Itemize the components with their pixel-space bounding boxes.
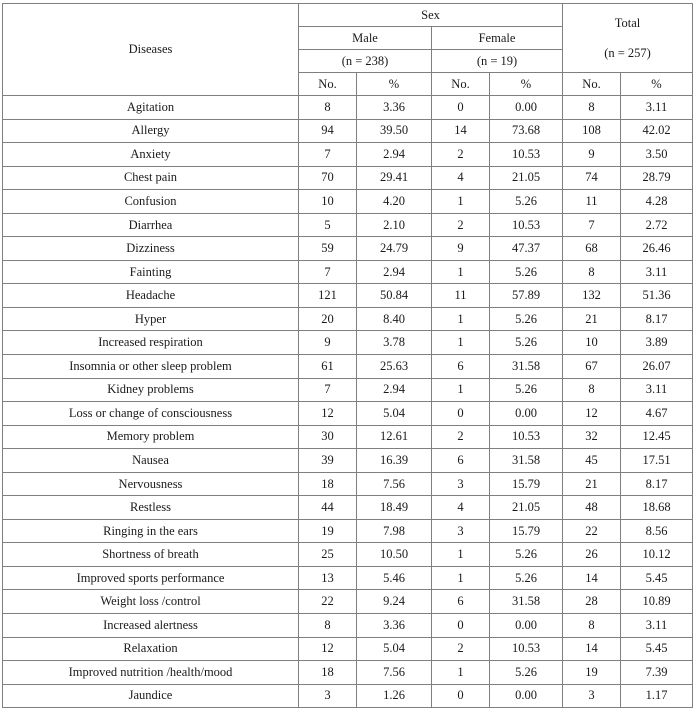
female-pct-cell: 10.53 [490, 213, 563, 237]
total-pct-cell: 8.56 [621, 519, 693, 543]
disease-cell: Weight loss /control [3, 590, 299, 614]
diseases-by-sex-table [2, 3, 693, 708]
male-pct-cell: 2.10 [357, 213, 432, 237]
total-pct-cell: 26.46 [621, 237, 693, 261]
total-pct-cell: 4.67 [621, 402, 693, 426]
total-no-cell: 67 [563, 355, 621, 379]
table-row [3, 190, 693, 214]
disease-cell: Fainting [3, 260, 299, 284]
male-pct-cell: 2.94 [357, 143, 432, 167]
header-female-no: No. [432, 73, 490, 96]
total-no-cell: 21 [563, 472, 621, 496]
header-male: Male [299, 27, 432, 50]
total-pct-cell: 10.12 [621, 543, 693, 567]
total-no-cell: 68 [563, 237, 621, 261]
male-no-cell: 12 [299, 637, 357, 661]
total-pct-cell: 5.45 [621, 566, 693, 590]
header-total [563, 4, 693, 73]
disease-cell: Confusion [3, 190, 299, 214]
header-male-n: (n = 238) [299, 50, 432, 73]
total-no-cell: 8 [563, 378, 621, 402]
total-no-cell: 14 [563, 637, 621, 661]
header-female-pct: % [490, 73, 563, 96]
total-no-cell: 132 [563, 284, 621, 308]
female-no-cell: 3 [432, 472, 490, 496]
disease-cell: Restless [3, 496, 299, 520]
total-no-cell: 12 [563, 402, 621, 426]
total-pct-cell: 3.11 [621, 96, 693, 120]
female-pct-cell: 0.00 [490, 402, 563, 426]
female-no-cell: 1 [432, 260, 490, 284]
male-pct-cell: 12.61 [357, 425, 432, 449]
female-no-cell: 4 [432, 166, 490, 190]
disease-cell: Jaundice [3, 684, 299, 708]
female-no-cell: 1 [432, 661, 490, 685]
disease-cell: Ringing in the ears [3, 519, 299, 543]
table-row [3, 237, 693, 261]
header-female: Female [432, 27, 563, 50]
male-pct-cell: 25.63 [357, 355, 432, 379]
table-row [3, 425, 693, 449]
female-pct-cell: 5.26 [490, 260, 563, 284]
male-pct-cell: 7.56 [357, 661, 432, 685]
male-no-cell: 44 [299, 496, 357, 520]
disease-cell: Agitation [3, 96, 299, 120]
disease-cell: Insomnia or other sleep problem [3, 355, 299, 379]
male-no-cell: 61 [299, 355, 357, 379]
female-no-cell: 2 [432, 143, 490, 167]
disease-cell: Headache [3, 284, 299, 308]
male-no-cell: 7 [299, 260, 357, 284]
table-row [3, 637, 693, 661]
male-pct-cell: 3.36 [357, 614, 432, 638]
disease-cell: Relaxation [3, 637, 299, 661]
male-pct-cell: 18.49 [357, 496, 432, 520]
male-pct-cell: 29.41 [357, 166, 432, 190]
table-header [3, 4, 693, 96]
female-no-cell: 1 [432, 307, 490, 331]
female-pct-cell: 10.53 [490, 637, 563, 661]
male-no-cell: 19 [299, 519, 357, 543]
table-row [3, 284, 693, 308]
total-pct-cell: 10.89 [621, 590, 693, 614]
table-row [3, 260, 693, 284]
disease-cell: Hyper [3, 307, 299, 331]
disease-cell: Memory problem [3, 425, 299, 449]
female-no-cell: 2 [432, 425, 490, 449]
total-pct-cell: 12.45 [621, 425, 693, 449]
total-pct-cell: 3.11 [621, 260, 693, 284]
male-no-cell: 5 [299, 213, 357, 237]
total-pct-cell: 26.07 [621, 355, 693, 379]
male-no-cell: 59 [299, 237, 357, 261]
table-body [3, 96, 693, 708]
female-pct-cell: 21.05 [490, 496, 563, 520]
female-pct-cell: 57.89 [490, 284, 563, 308]
total-pct-cell: 28.79 [621, 166, 693, 190]
female-pct-cell: 10.53 [490, 425, 563, 449]
male-no-cell: 30 [299, 425, 357, 449]
table-row [3, 402, 693, 426]
table-row [3, 566, 693, 590]
table-row [3, 590, 693, 614]
header-total-pct: % [621, 73, 693, 96]
male-pct-cell: 39.50 [357, 119, 432, 143]
male-no-cell: 25 [299, 543, 357, 567]
total-no-cell: 10 [563, 331, 621, 355]
total-no-cell: 48 [563, 496, 621, 520]
total-no-cell: 8 [563, 96, 621, 120]
table-row [3, 355, 693, 379]
total-pct-cell: 8.17 [621, 472, 693, 496]
female-no-cell: 14 [432, 119, 490, 143]
male-no-cell: 8 [299, 96, 357, 120]
total-pct-cell: 51.36 [621, 284, 693, 308]
male-no-cell: 22 [299, 590, 357, 614]
female-pct-cell: 21.05 [490, 166, 563, 190]
male-pct-cell: 24.79 [357, 237, 432, 261]
female-no-cell: 9 [432, 237, 490, 261]
female-pct-cell: 5.26 [490, 331, 563, 355]
table-row [3, 684, 693, 708]
female-no-cell: 1 [432, 566, 490, 590]
disease-cell: Nausea [3, 449, 299, 473]
table-row [3, 213, 693, 237]
total-no-cell: 7 [563, 213, 621, 237]
disease-cell: Diarrhea [3, 213, 299, 237]
male-no-cell: 7 [299, 378, 357, 402]
table-row [3, 307, 693, 331]
male-pct-cell: 8.40 [357, 307, 432, 331]
female-pct-cell: 5.26 [490, 190, 563, 214]
total-no-cell: 19 [563, 661, 621, 685]
male-pct-cell: 7.98 [357, 519, 432, 543]
total-no-cell: 74 [563, 166, 621, 190]
disease-cell: Anxiety [3, 143, 299, 167]
male-no-cell: 70 [299, 166, 357, 190]
male-no-cell: 13 [299, 566, 357, 590]
total-pct-cell: 3.11 [621, 614, 693, 638]
header-male-pct: % [357, 73, 432, 96]
disease-cell: Allergy [3, 119, 299, 143]
disease-cell: Improved nutrition /health/mood [3, 661, 299, 685]
header-sex: Sex [299, 4, 563, 27]
male-pct-cell: 5.04 [357, 402, 432, 426]
table-row [3, 119, 693, 143]
male-pct-cell: 16.39 [357, 449, 432, 473]
female-pct-cell: 15.79 [490, 519, 563, 543]
female-pct-cell: 31.58 [490, 449, 563, 473]
total-no-cell: 22 [563, 519, 621, 543]
female-pct-cell: 5.26 [490, 566, 563, 590]
total-pct-cell: 4.28 [621, 190, 693, 214]
disease-cell: Increased alertness [3, 614, 299, 638]
header-total-n: (n = 257) [604, 45, 651, 60]
total-no-cell: 28 [563, 590, 621, 614]
male-pct-cell: 9.24 [357, 590, 432, 614]
table-row [3, 496, 693, 520]
female-pct-cell: 0.00 [490, 614, 563, 638]
total-no-cell: 11 [563, 190, 621, 214]
total-pct-cell: 42.02 [621, 119, 693, 143]
female-pct-cell: 15.79 [490, 472, 563, 496]
male-no-cell: 12 [299, 402, 357, 426]
male-no-cell: 20 [299, 307, 357, 331]
male-pct-cell: 5.04 [357, 637, 432, 661]
male-pct-cell: 2.94 [357, 378, 432, 402]
table-row [3, 331, 693, 355]
total-no-cell: 108 [563, 119, 621, 143]
female-no-cell: 11 [432, 284, 490, 308]
male-no-cell: 121 [299, 284, 357, 308]
disease-cell: Dizziness [3, 237, 299, 261]
male-no-cell: 18 [299, 661, 357, 685]
male-no-cell: 8 [299, 614, 357, 638]
male-no-cell: 10 [299, 190, 357, 214]
disease-cell: Loss or change of consciousness [3, 402, 299, 426]
table-row [3, 519, 693, 543]
total-pct-cell: 3.50 [621, 143, 693, 167]
male-no-cell: 3 [299, 684, 357, 708]
female-no-cell: 0 [432, 614, 490, 638]
female-no-cell: 1 [432, 543, 490, 567]
female-no-cell: 3 [432, 519, 490, 543]
disease-cell: Nervousness [3, 472, 299, 496]
male-pct-cell: 3.78 [357, 331, 432, 355]
female-pct-cell: 5.26 [490, 378, 563, 402]
total-no-cell: 3 [563, 684, 621, 708]
male-no-cell: 18 [299, 472, 357, 496]
female-pct-cell: 73.68 [490, 119, 563, 143]
female-no-cell: 6 [432, 590, 490, 614]
total-pct-cell: 17.51 [621, 449, 693, 473]
total-pct-cell: 7.39 [621, 661, 693, 685]
total-pct-cell: 8.17 [621, 307, 693, 331]
disease-cell: Increased respiration [3, 331, 299, 355]
total-no-cell: 32 [563, 425, 621, 449]
total-pct-cell: 2.72 [621, 213, 693, 237]
female-no-cell: 6 [432, 449, 490, 473]
female-no-cell: 1 [432, 190, 490, 214]
male-pct-cell: 2.94 [357, 260, 432, 284]
table-row [3, 449, 693, 473]
total-pct-cell: 1.17 [621, 684, 693, 708]
table-row [3, 96, 693, 120]
table-row [3, 166, 693, 190]
total-no-cell: 9 [563, 143, 621, 167]
total-pct-cell: 3.89 [621, 331, 693, 355]
male-pct-cell: 50.84 [357, 284, 432, 308]
disease-cell: Shortness of breath [3, 543, 299, 567]
female-no-cell: 2 [432, 637, 490, 661]
header-total-no: No. [563, 73, 621, 96]
female-no-cell: 0 [432, 402, 490, 426]
table-row [3, 378, 693, 402]
female-pct-cell: 31.58 [490, 355, 563, 379]
table-row [3, 543, 693, 567]
female-no-cell: 1 [432, 378, 490, 402]
male-pct-cell: 4.20 [357, 190, 432, 214]
male-pct-cell: 1.26 [357, 684, 432, 708]
disease-cell: Kidney problems [3, 378, 299, 402]
female-pct-cell: 0.00 [490, 96, 563, 120]
table-row [3, 472, 693, 496]
male-pct-cell: 10.50 [357, 543, 432, 567]
table-row [3, 661, 693, 685]
total-no-cell: 26 [563, 543, 621, 567]
header-male-no: No. [299, 73, 357, 96]
male-pct-cell: 5.46 [357, 566, 432, 590]
female-no-cell: 1 [432, 331, 490, 355]
male-no-cell: 9 [299, 331, 357, 355]
header-total-label: Total [614, 15, 641, 30]
total-pct-cell: 18.68 [621, 496, 693, 520]
male-pct-cell: 3.36 [357, 96, 432, 120]
total-no-cell: 8 [563, 614, 621, 638]
total-no-cell: 14 [563, 566, 621, 590]
header-diseases: Diseases [3, 4, 299, 96]
total-no-cell: 21 [563, 307, 621, 331]
female-pct-cell: 5.26 [490, 307, 563, 331]
female-no-cell: 6 [432, 355, 490, 379]
disease-cell: Improved sports performance [3, 566, 299, 590]
total-pct-cell: 5.45 [621, 637, 693, 661]
total-no-cell: 45 [563, 449, 621, 473]
female-pct-cell: 0.00 [490, 684, 563, 708]
female-no-cell: 2 [432, 213, 490, 237]
female-no-cell: 4 [432, 496, 490, 520]
male-pct-cell: 7.56 [357, 472, 432, 496]
male-no-cell: 94 [299, 119, 357, 143]
male-no-cell: 39 [299, 449, 357, 473]
total-pct-cell: 3.11 [621, 378, 693, 402]
total-no-cell: 8 [563, 260, 621, 284]
disease-cell: Chest pain [3, 166, 299, 190]
header-female-n: (n = 19) [432, 50, 563, 73]
female-pct-cell: 5.26 [490, 661, 563, 685]
table-row [3, 614, 693, 638]
table-row [3, 143, 693, 167]
female-no-cell: 0 [432, 96, 490, 120]
female-pct-cell: 47.37 [490, 237, 563, 261]
female-pct-cell: 5.26 [490, 543, 563, 567]
male-no-cell: 7 [299, 143, 357, 167]
female-pct-cell: 31.58 [490, 590, 563, 614]
female-no-cell: 0 [432, 684, 490, 708]
female-pct-cell: 10.53 [490, 143, 563, 167]
